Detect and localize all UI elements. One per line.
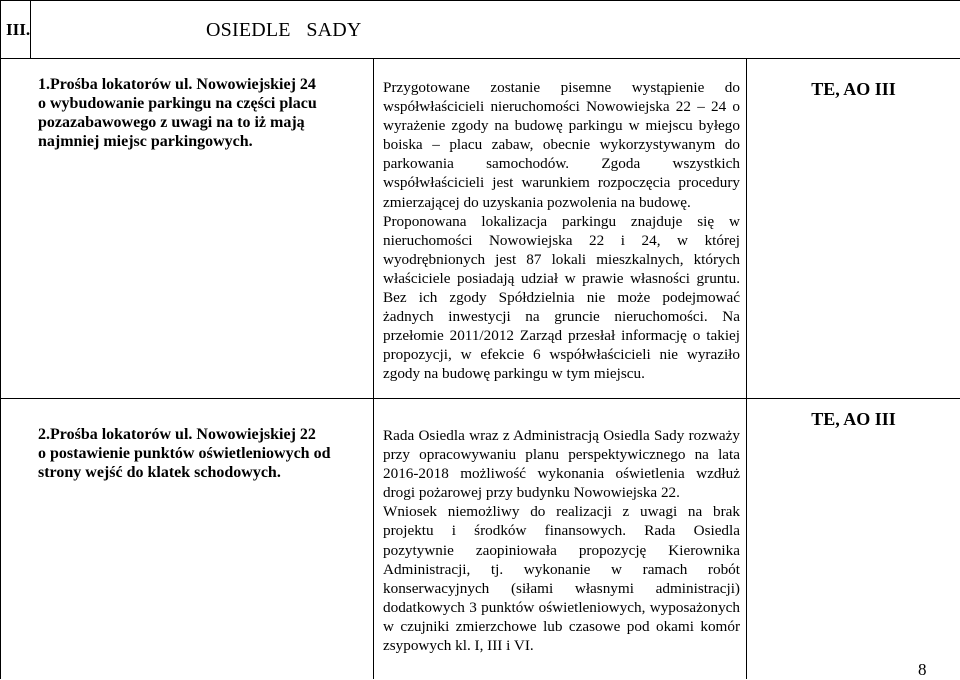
table-border-left: [0, 0, 1, 679]
answer-paragraph: Przygotowane zostanie pisemne wystąpienie do współwłaścicieli nieruchomości Nowowiejska 22 – 24 o wyrażenie zgody na budowę parkingu w miejscu byłego boiska – placu zabaw, obecnie wykorzystywanym do parkowania samochodów. Zgoda wszystkich współwłaścicieli jest warunkiem rozpoczęcia procedury zmierzającej do uzyskania pozwolenia na budowę.: [383, 79, 740, 211]
row-divider: [0, 398, 960, 399]
answer-cell-1: [383, 78, 740, 384]
request-line: o postawienie punktów oświetleniowych od: [38, 445, 331, 462]
answer-paragraph: Proponowana lokalizacja parkingu znajduje się w nieruchomości Nowowiejska 22 i 24, w której wyodrębnionych jest 87 lokali mieszkalnych, których właściciele posiadają udział w prawie własności gruntu. Bez ich zgody Spółdzielnia nie może podejmować żadnych inwestycji na gruncie nieruchomości. Na przełomie 2011/2012 Zarząd przesłał informację o takiej propozycji, w efekcie 6 współwłaścicieli nie wyraziło zgody na budowę parkingu w tym miejscu.: [383, 212, 740, 383]
request-cell-2: [38, 425, 364, 482]
responsible-tag-2: TE, AO III: [811, 409, 896, 429]
answer-cell-2: [383, 426, 740, 655]
request-line: pozazabawowego z uwagi na to iż mają: [38, 114, 305, 131]
column-divider-request-answer: [373, 58, 374, 679]
request-line: 1.Prośba lokatorów ul. Nowowiejskiej 24: [38, 76, 316, 93]
answer-paragraph: Rada Osiedla wraz z Administracją Osiedla Sady rozważy przy opracowywaniu planu perspektywicznego na lata 2016-2018 możliwość wykonania oświetlenia wzdłuż drogi pożarowej przy budynku Nowowiejska 22.: [383, 427, 740, 502]
page-number: 8: [918, 660, 927, 679]
section-number: III.: [6, 20, 31, 39]
request-line: strony wejść do klatek schodowych.: [38, 464, 281, 481]
section-title: OSIEDLE SADY: [206, 19, 362, 41]
responsible-tag-1: TE, AO III: [811, 79, 896, 99]
request-line: najmniej miejsc parkingowych.: [38, 133, 253, 150]
answer-paragraph: Wniosek niemożliwy do realizacji z uwagi na brak projektu i środków finansowych. Rada Osiedla pozytywnie zaopiniowała propozycję Kierownika Administracji, tj. wykonanie w ramach robót konserwacyjnych (siłami własnymi administracji) dodatkowych 3 punktów oświetleniowych, wyposażonych w czujniki zmierzchowe lub czasowe pod okami komór zsypowych kl. I, III i VI.: [383, 503, 740, 655]
request-cell-1: [38, 75, 364, 151]
request-line: o wybudowanie parkingu na części placu: [38, 95, 317, 112]
table-border-top: [0, 0, 960, 1]
column-divider-answer-responsible: [746, 58, 747, 679]
request-line: 2.Prośba lokatorów ul. Nowowiejskiej 22: [38, 426, 316, 443]
column-divider-header: [30, 0, 31, 58]
header-divider: [0, 58, 960, 59]
